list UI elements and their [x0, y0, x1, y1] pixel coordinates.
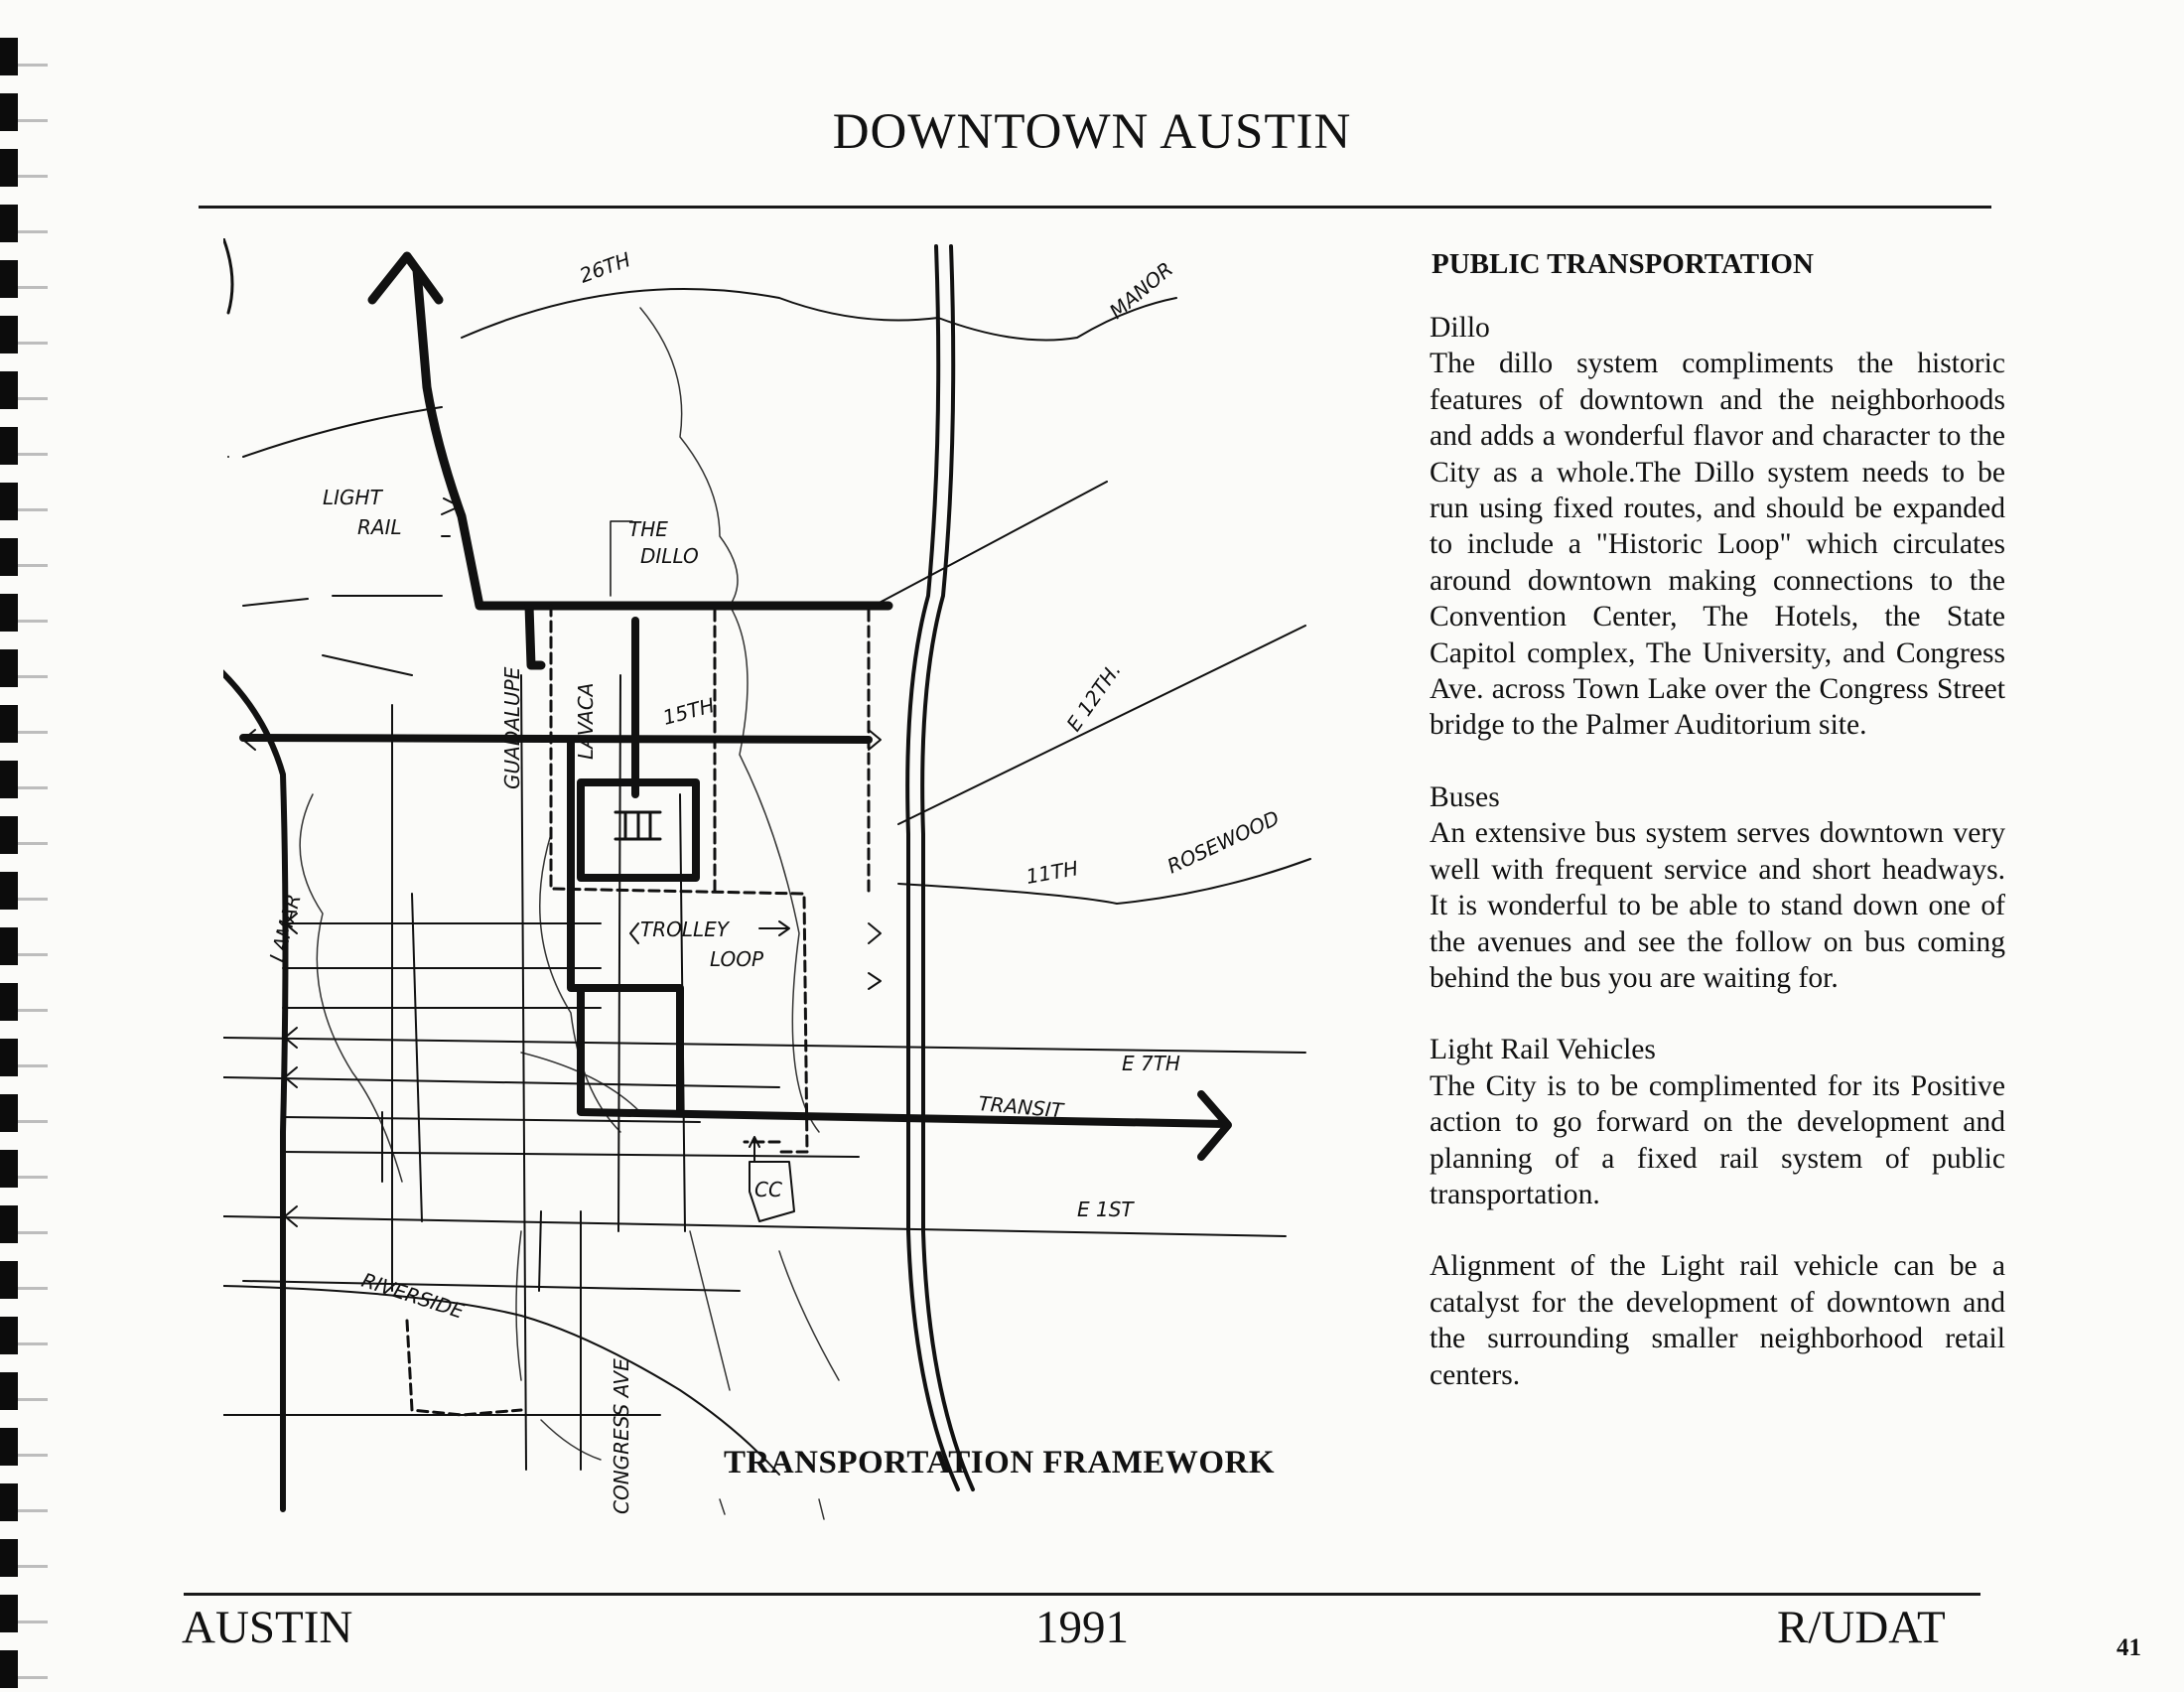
binding-ring-shadow	[18, 1509, 48, 1512]
rosewood-label: ROSEWOOD	[1162, 805, 1284, 879]
binding-ring	[0, 205, 18, 242]
light-rail-subheading: Light Rail Vehicles	[1430, 1034, 1656, 1066]
riverside-label: RIVERSIDE	[358, 1267, 468, 1324]
binding-ring	[0, 1205, 18, 1243]
light-rail-label-line2: RAIL	[357, 515, 402, 539]
footer-year: 1991	[1035, 1602, 1129, 1653]
light-rail-label-line1: LIGHT	[323, 486, 382, 509]
binding-ring-shadow	[18, 286, 48, 289]
binding-ring-shadow	[18, 1342, 48, 1345]
e-1st-label: E 1ST	[1077, 1198, 1134, 1221]
binding-ring	[0, 649, 18, 687]
binding-ring-shadow	[18, 1621, 48, 1623]
congress-ave-label: CONGRESS AVE	[610, 1358, 633, 1514]
binding-ring-shadow	[18, 786, 48, 789]
binding-ring-shadow	[18, 1398, 48, 1401]
binding-ring-shadow	[18, 1454, 48, 1457]
footer-left: AUSTIN	[182, 1602, 353, 1653]
lamar-label: LAMAR	[264, 891, 306, 965]
binding-ring	[0, 427, 18, 465]
binding-ring-shadow	[18, 453, 48, 456]
header-rule	[199, 206, 1991, 209]
binding-ring-shadow	[18, 342, 48, 345]
binding-ring-shadow	[18, 842, 48, 845]
the-dillo-label-line1: THE	[628, 517, 668, 541]
dillo-paragraph: The dillo system compliments the historic features of downtown and the neighborhoods and adds a wonderful flavor and character to the City as a whole.The Dillo system needs to be run using fixed routes, and should be expanded to include a "Historic Loop" which circulates around downtown making connections to the Convention Center, The Hotels, the State Capitol complex, The University, and Congress Ave. across Town Lake over the Congress Street bridge to the Palmer Auditorium site.	[1430, 348, 2005, 742]
binding-ring	[0, 1372, 18, 1410]
convention-center-label: CC	[754, 1178, 782, 1201]
binding-ring	[0, 1428, 18, 1466]
light-rail-paragraph: The City is to be complimented for its Positive action to go forward on the development and planning of a fixed rail system of public transportation.	[1430, 1069, 2005, 1210]
article-heading: PUBLIC TRANSPORTATION	[1432, 248, 1814, 280]
binding-ring	[0, 316, 18, 353]
lamar-road	[223, 655, 286, 1509]
binding-ring-shadow	[18, 1287, 48, 1290]
footer-right: R/UDAT	[1777, 1602, 1946, 1653]
binding-ring-shadow	[18, 1120, 48, 1123]
street-15th-label: 15TH	[660, 693, 718, 730]
e-12th-label: E 12TH.	[1061, 658, 1126, 736]
binding-ring-shadow	[18, 1176, 48, 1179]
binding-ring	[0, 38, 18, 75]
binding-ring-shadow	[18, 508, 48, 511]
binding-ring	[0, 872, 18, 910]
the-dillo-label-line2: DILLO	[640, 544, 699, 568]
buses-subheading: Buses	[1430, 780, 1500, 813]
street-26th-label: 26TH	[576, 247, 634, 288]
binding-ring	[0, 1094, 18, 1132]
public-transportation-article	[1430, 246, 2005, 1429]
binding-ring	[0, 1539, 18, 1577]
binding-ring-shadow	[18, 953, 48, 956]
transportation-framework-map	[223, 238, 1335, 1529]
binding-ring	[0, 1595, 18, 1632]
trolley-label: TROLLEY	[640, 917, 729, 941]
binding-ring-shadow	[18, 397, 48, 400]
binding-ring	[0, 816, 18, 854]
binding-ring	[0, 371, 18, 409]
binding-ring	[0, 705, 18, 743]
binding-ring	[0, 483, 18, 520]
binding-ring-shadow	[18, 1064, 48, 1067]
binding-ring	[0, 538, 18, 576]
spiral-binding	[0, 0, 60, 1692]
binding-ring	[0, 1317, 18, 1354]
binding-ring-shadow	[18, 1676, 48, 1679]
street-11th-label: 11TH	[1024, 856, 1080, 889]
dillo-subheading: Dillo	[1430, 312, 1490, 344]
binding-ring-shadow	[18, 620, 48, 623]
binding-ring	[0, 1150, 18, 1188]
binding-ring-shadow	[18, 175, 48, 178]
binding-ring-shadow	[18, 1231, 48, 1234]
loop-label: LOOP	[710, 947, 764, 971]
binding-ring	[0, 761, 18, 798]
footer-rule	[184, 1593, 1980, 1596]
map-caption: TRANSPORTATION FRAMEWORK	[724, 1445, 1276, 1480]
binding-ring	[0, 1261, 18, 1299]
binding-ring-shadow	[18, 64, 48, 67]
interstate-35	[907, 246, 973, 1489]
binding-ring-shadow	[18, 898, 48, 901]
binding-ring-shadow	[18, 675, 48, 678]
binding-ring-shadow	[18, 230, 48, 233]
lavaca-label: LAVACA	[574, 682, 598, 760]
page-number: 41	[2116, 1634, 2141, 1661]
binding-ring-shadow	[18, 731, 48, 734]
guadalupe-label: GUADALUPE	[500, 666, 524, 789]
binding-ring	[0, 1483, 18, 1521]
e-7th-label: E 7TH	[1122, 1052, 1180, 1075]
binding-ring	[0, 983, 18, 1021]
binding-ring-shadow	[18, 1565, 48, 1568]
binding-ring	[0, 1650, 18, 1688]
binding-ring	[0, 594, 18, 632]
page-title: DOWNTOWN AUSTIN	[832, 104, 1352, 160]
alignment-paragraph: Alignment of the Light rail vehicle can be a catalyst for the development of downtown and the surrounding smaller neighborhood retail centers.	[1430, 1250, 2005, 1391]
manor-label: MANOR	[1104, 256, 1178, 324]
binding-ring-shadow	[18, 564, 48, 567]
binding-ring-shadow	[18, 1009, 48, 1012]
binding-ring	[0, 260, 18, 298]
transit-label: TRANSIT	[977, 1091, 1064, 1123]
light-rail-line	[372, 256, 888, 665]
binding-ring	[0, 927, 18, 965]
buses-paragraph: An extensive bus system serves downtown very well with frequent service and short headways. It is wonderful to be able to stand down one of the avenues and see the follow on bus coming behind the bus you are waiting for.	[1430, 817, 2005, 994]
binding-ring	[0, 1039, 18, 1076]
